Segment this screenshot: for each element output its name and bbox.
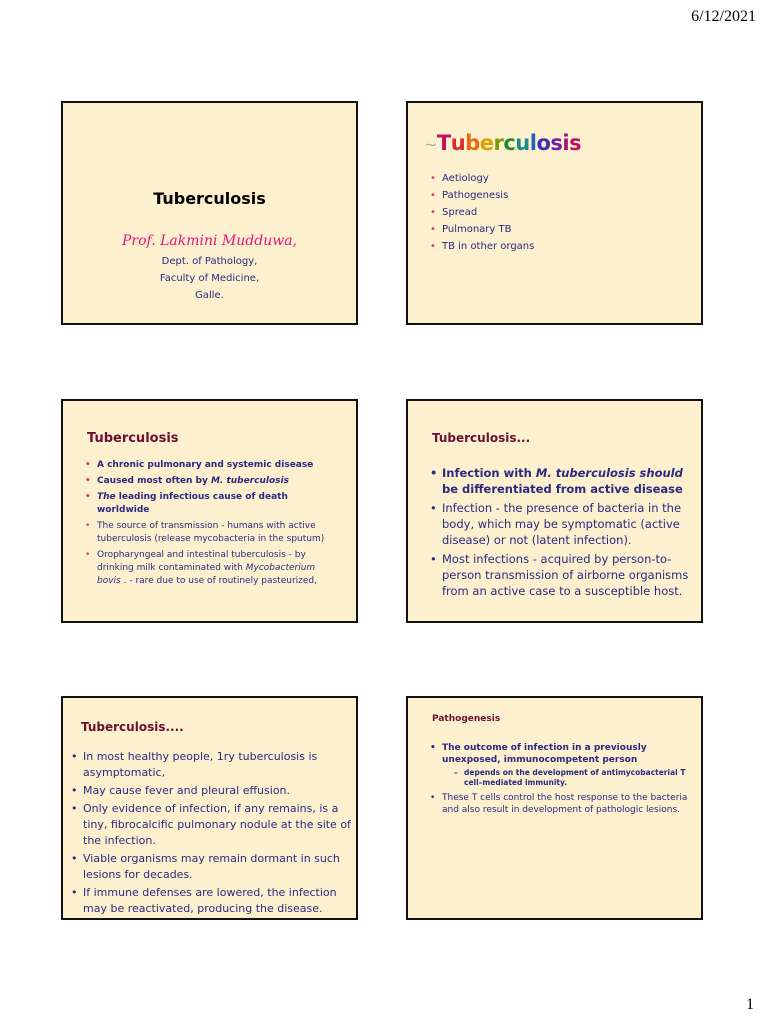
list-item: • In most healthy people, 1ry tuberculosis is asymptomatic, [71, 749, 351, 781]
sub-list [454, 768, 692, 788]
infection-list [430, 465, 692, 602]
list-item: • Spread [430, 204, 534, 221]
slide-primary-tb [61, 696, 358, 920]
list-item: • The outcome of infection in a previously unexposed, immunocompetent person – depends on the development of antimycobacterial T cell–mediated immunity. [430, 742, 692, 788]
slide-pathogenesis [406, 696, 703, 920]
affiliation-line: Dept. of Pathology, [161, 256, 258, 267]
slide-heading: Pathogenesis [432, 714, 501, 724]
list-item: • The source of transmission - humans with active tuberculosis (release mycobacteria in the sputum) [85, 520, 340, 546]
list-item: • Pulmonary TB [430, 221, 534, 238]
slide-heading: Tuberculosis... [432, 431, 531, 445]
slide-author: Prof. Lakmini Mudduwa, [121, 233, 298, 249]
list-item: • Caused most often by M. tuberculosis [85, 475, 340, 488]
list-item: • Oropharyngeal and intestinal tuberculosis - by drinking milk contaminated with Mycobacterium bovis . - rare due to use of routinely pasteurized, [85, 549, 340, 588]
slide-infection [406, 399, 703, 623]
list-item: • Infection - the presence of bacteria in the body, which may be symptomatic (active disease) or not (latent infection). [430, 500, 692, 548]
list-item: • These T cells control the host response to the bacteria and also result in development of pathologic lesions. [430, 792, 692, 816]
sub-list-item: – depends on the development of antimycobacterial T cell–mediated immunity. [454, 768, 692, 788]
list-item: • If immune defenses are lowered, the infection may be reactivated, producing the disease. [71, 885, 351, 917]
slide-heading: Tuberculosis.... [81, 720, 184, 734]
list-item: • Viable organisms may remain dormant in such lesions for decades. [71, 851, 351, 883]
primary-tb-list [71, 749, 351, 919]
outline-list [430, 170, 534, 255]
pathogenesis-list [430, 742, 692, 820]
list-item: • Aetiology [430, 170, 534, 187]
slide-affiliation [63, 253, 356, 304]
page-date: 6/12/2021 [691, 8, 756, 25]
slide-title [61, 101, 358, 325]
list-item: • Infection with M. tuberculosis should be differentiated from active disease [430, 465, 692, 497]
affiliation-line: Faculty of Medicine, [159, 273, 260, 284]
slide-tuberculosis-overview [61, 399, 358, 623]
slide-outline [406, 101, 703, 325]
slide-title-heading: Tuberculosis [153, 189, 266, 208]
list-item: • Most infections - acquired by person-to-person transmission of airborne organisms from an active case to a susceptible host. [430, 551, 692, 599]
swoosh-icon: ~ [424, 135, 437, 154]
affiliation-line: Galle. [195, 290, 224, 301]
list-item: • Pathogenesis [430, 187, 534, 204]
outline-title [424, 131, 581, 155]
overview-list [85, 459, 340, 591]
list-item: • May cause fever and pleural effusion. [71, 783, 351, 799]
outline-title-text: Tuberculosis [436, 131, 582, 155]
slide-heading: Tuberculosis [87, 431, 179, 446]
page-number: 1 [746, 996, 754, 1013]
list-item: • Only evidence of infection, if any remains, is a tiny, fibrocalcific pulmonary nodule at the site of the infection. [71, 801, 351, 849]
list-item: • TB in other organs [430, 238, 534, 255]
list-item: • A chronic pulmonary and systemic disease [85, 459, 340, 472]
list-item: • The leading infectious cause of death worldwide [85, 491, 340, 517]
